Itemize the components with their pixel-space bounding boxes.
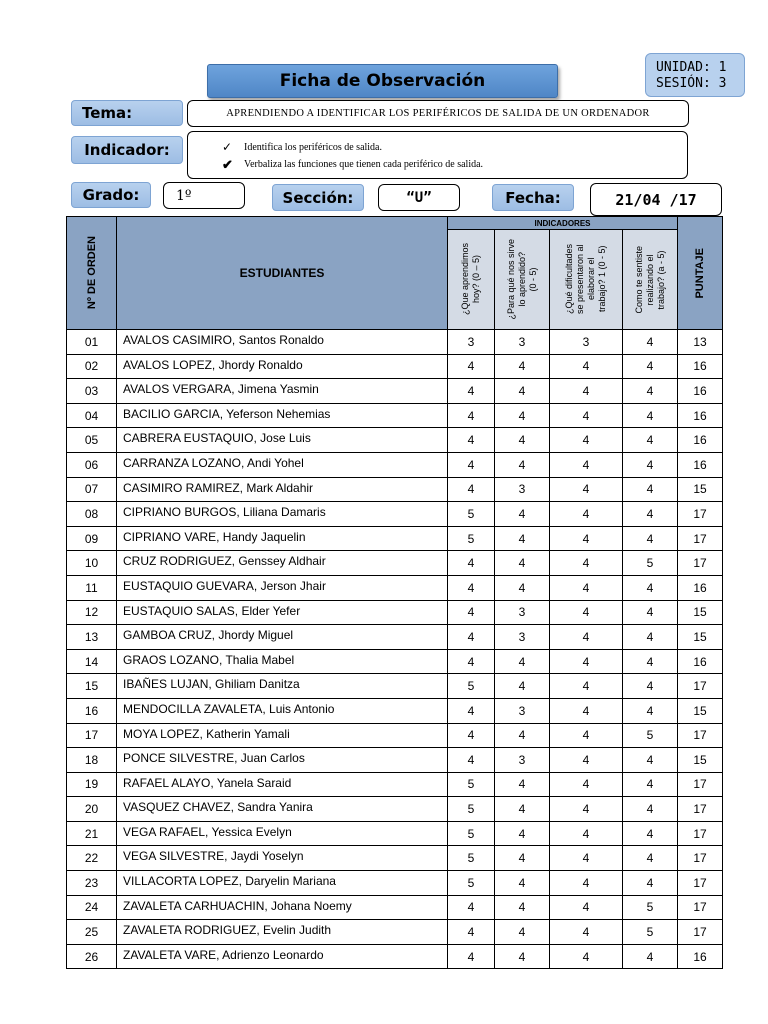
total-score: 15 — [678, 748, 723, 773]
student-name: RAFAEL ALAYO, Yanela Saraid — [117, 772, 448, 797]
indicator-score: 5 — [448, 821, 495, 846]
table-row — [67, 477, 723, 502]
order-number: 17 — [67, 723, 117, 748]
seccion-value: “U” — [378, 184, 460, 211]
indicator-score: 4 — [550, 748, 623, 773]
indicator-score: 4 — [550, 772, 623, 797]
indicator-score: 4 — [550, 379, 623, 404]
indicator-score: 5 — [448, 526, 495, 551]
indicator-score: 4 — [448, 452, 495, 477]
order-number: 02 — [67, 354, 117, 379]
col-puntaje-header: PUNTAJE — [678, 217, 723, 330]
indicator-score: 4 — [623, 526, 678, 551]
indicator-score: 3 — [495, 748, 550, 773]
table-row — [67, 674, 723, 699]
total-score: 17 — [678, 797, 723, 822]
student-name: PONCE SILVESTRE, Juan Carlos — [117, 748, 448, 773]
order-number: 20 — [67, 797, 117, 822]
sesion-text: SESIÓN: 3 — [656, 76, 727, 91]
table-row — [67, 723, 723, 748]
indicator-score: 4 — [448, 551, 495, 576]
order-number: 21 — [67, 821, 117, 846]
indicator-score: 4 — [550, 920, 623, 945]
indicator-score: 4 — [623, 698, 678, 723]
indicator-score: 4 — [550, 821, 623, 846]
indicator-score: 4 — [495, 502, 550, 527]
student-name: VASQUEZ CHAVEZ, Sandra Yanira — [117, 797, 448, 822]
indicator-score: 4 — [495, 920, 550, 945]
student-name: VEGA SILVESTRE, Jaydi Yoselyn — [117, 846, 448, 871]
order-number: 03 — [67, 379, 117, 404]
indicator-score: 4 — [495, 944, 550, 969]
total-score: 17 — [678, 895, 723, 920]
table-header-row — [67, 217, 723, 230]
indicator-score: 4 — [550, 846, 623, 871]
indicador-item: ✔ Verbaliza las funciones que tienen cada periférico de salida. — [222, 156, 484, 172]
indicator-score: 4 — [448, 920, 495, 945]
table-row — [67, 600, 723, 625]
indicator-score: 4 — [550, 452, 623, 477]
indicator-score: 3 — [495, 477, 550, 502]
table-row — [67, 354, 723, 379]
student-name: CIPRIANO VARE, Handy Jaquelin — [117, 526, 448, 551]
indicator-score: 4 — [550, 797, 623, 822]
indicator-score: 5 — [623, 723, 678, 748]
indicator-score: 4 — [448, 698, 495, 723]
indicator-score: 4 — [623, 625, 678, 650]
indicator-score: 4 — [623, 674, 678, 699]
total-score: 17 — [678, 723, 723, 748]
indicator-score: 4 — [550, 625, 623, 650]
indicator-score: 4 — [495, 871, 550, 896]
student-name: CRUZ RODRIGUEZ, Genssey Aldhair — [117, 551, 448, 576]
total-score: 16 — [678, 403, 723, 428]
indicator-score: 5 — [448, 797, 495, 822]
table-row — [67, 772, 723, 797]
indicator-score: 4 — [495, 551, 550, 576]
indicator-score: 4 — [550, 403, 623, 428]
order-number: 12 — [67, 600, 117, 625]
student-name: ZAVALETA CARHUACHIN, Johana Noemy — [117, 895, 448, 920]
student-name: GAMBOA CRUZ, Jhordy Miguel — [117, 625, 448, 650]
check-icon: ✔ — [222, 156, 233, 172]
student-name: MOYA LOPEZ, Katherin Yamali — [117, 723, 448, 748]
indicator-score: 4 — [495, 379, 550, 404]
col-orden-header: Nº DE ORDEN — [67, 217, 117, 330]
student-name: GRAOS LOZANO, Thalia Mabel — [117, 649, 448, 674]
indicator-header: ¿Qué dificultades se presentaron al elaborar el trabajo? 1 (0 - 5) — [550, 230, 623, 330]
indicator-score: 4 — [495, 723, 550, 748]
order-number: 22 — [67, 846, 117, 871]
table-row — [67, 944, 723, 969]
indicator-score: 4 — [495, 428, 550, 453]
student-name: VILLACORTA LOPEZ, Daryelin Mariana — [117, 871, 448, 896]
table-row — [67, 403, 723, 428]
indicator-score: 3 — [448, 330, 495, 355]
table-row — [67, 330, 723, 355]
indicator-score: 4 — [550, 723, 623, 748]
total-score: 15 — [678, 698, 723, 723]
indicator-score: 4 — [623, 944, 678, 969]
total-score: 13 — [678, 330, 723, 355]
table-row — [67, 797, 723, 822]
indicator-score: 4 — [623, 797, 678, 822]
total-score: 17 — [678, 551, 723, 576]
total-score: 17 — [678, 920, 723, 945]
total-score: 16 — [678, 379, 723, 404]
indicator-score: 4 — [623, 649, 678, 674]
indicator-header: ¿Para qué nos sirve lo aprendido? (0 - 5) — [495, 230, 550, 330]
indicator-score: 4 — [448, 944, 495, 969]
indicator-score: 4 — [495, 797, 550, 822]
table-row — [67, 698, 723, 723]
student-name: EUSTAQUIO GUEVARA, Jerson Jhair — [117, 575, 448, 600]
indicator-score: 4 — [623, 575, 678, 600]
tema-value: APRENDIENDO A IDENTIFICAR LOS PERIFÉRICOS DE SALIDA DE UN ORDENADOR — [187, 100, 689, 127]
indicator-score: 4 — [550, 698, 623, 723]
table-row — [67, 428, 723, 453]
table-row — [67, 748, 723, 773]
total-score: 17 — [678, 821, 723, 846]
total-score: 16 — [678, 354, 723, 379]
order-number: 13 — [67, 625, 117, 650]
indicator-score: 4 — [623, 846, 678, 871]
col-estudiantes-header: ESTUDIANTES — [117, 217, 448, 330]
student-name: MENDOCILLA ZAVALETA, Luis Antonio — [117, 698, 448, 723]
indicator-score: 4 — [623, 600, 678, 625]
indicator-score: 4 — [550, 871, 623, 896]
order-number: 24 — [67, 895, 117, 920]
col-indicadores-header: INDICADORES — [448, 217, 678, 230]
indicator-score: 4 — [623, 428, 678, 453]
student-name: BACILIO GARCIA, Yeferson Nehemias — [117, 403, 448, 428]
indicator-score: 4 — [448, 354, 495, 379]
indicator-score: 4 — [448, 428, 495, 453]
indicator-score: 4 — [623, 452, 678, 477]
student-name: AVALOS VERGARA, Jimena Yasmin — [117, 379, 448, 404]
indicator-score: 4 — [448, 895, 495, 920]
tema-label: Tema: — [71, 100, 183, 126]
indicator-score: 3 — [495, 600, 550, 625]
indicator-score: 5 — [448, 674, 495, 699]
indicator-score: 5 — [623, 895, 678, 920]
indicator-score: 4 — [495, 772, 550, 797]
indicator-score: 4 — [550, 944, 623, 969]
order-number: 15 — [67, 674, 117, 699]
student-name: VEGA RAFAEL, Yessica Evelyn — [117, 821, 448, 846]
indicator-score: 4 — [495, 821, 550, 846]
student-name: CASIMIRO RAMIREZ, Mark Aldahir — [117, 477, 448, 502]
table-row — [67, 575, 723, 600]
seccion-label: Sección: — [272, 184, 364, 211]
indicator-score: 4 — [550, 526, 623, 551]
student-name: CARRANZA LOZANO, Andi Yohel — [117, 452, 448, 477]
indicator-score: 4 — [495, 354, 550, 379]
indicator-score: 4 — [550, 502, 623, 527]
indicator-score: 5 — [448, 502, 495, 527]
total-score: 16 — [678, 452, 723, 477]
grado-value: 1º — [163, 182, 245, 209]
student-name: CABRERA EUSTAQUIO, Jose Luis — [117, 428, 448, 453]
order-number: 25 — [67, 920, 117, 945]
order-number: 09 — [67, 526, 117, 551]
total-score: 17 — [678, 871, 723, 896]
indicator-score: 4 — [495, 575, 550, 600]
unidad-text: UNIDAD: 1 — [656, 60, 727, 75]
indicator-score: 4 — [623, 403, 678, 428]
check-icon: ✓ — [222, 140, 233, 154]
total-score: 17 — [678, 526, 723, 551]
indicator-score: 5 — [623, 920, 678, 945]
total-score: 16 — [678, 944, 723, 969]
indicator-score: 4 — [495, 526, 550, 551]
table-row — [67, 649, 723, 674]
fecha-value: 21/04 /17 — [590, 183, 722, 216]
indicator-score: 3 — [550, 330, 623, 355]
student-name: AVALOS LOPEZ, Jhordy Ronaldo — [117, 354, 448, 379]
indicator-score: 4 — [495, 649, 550, 674]
total-score: 16 — [678, 428, 723, 453]
order-number: 05 — [67, 428, 117, 453]
table-row — [67, 920, 723, 945]
indicator-score: 4 — [623, 821, 678, 846]
indicator-score: 4 — [623, 330, 678, 355]
total-score: 17 — [678, 674, 723, 699]
indicator-score: 4 — [495, 846, 550, 871]
indicator-score: 4 — [448, 748, 495, 773]
indicator-score: 4 — [448, 477, 495, 502]
indicator-score: 4 — [448, 625, 495, 650]
indicator-score: 4 — [623, 354, 678, 379]
indicator-header: Como te sentiste realizando el trabajo? (a - 5) — [623, 230, 678, 330]
indicator-score: 4 — [495, 403, 550, 428]
order-number: 08 — [67, 502, 117, 527]
unit-session-box — [645, 53, 745, 97]
indicator-score: 4 — [623, 502, 678, 527]
indicator-score: 4 — [623, 871, 678, 896]
order-number: 18 — [67, 748, 117, 773]
indicator-score: 5 — [448, 871, 495, 896]
indicator-score: 4 — [550, 354, 623, 379]
order-number: 01 — [67, 330, 117, 355]
indicator-score: 4 — [623, 477, 678, 502]
table-row — [67, 821, 723, 846]
indicator-score: 4 — [448, 600, 495, 625]
total-score: 15 — [678, 600, 723, 625]
indicator-score: 4 — [550, 551, 623, 576]
indicator-score: 4 — [448, 379, 495, 404]
table-row — [67, 625, 723, 650]
indicator-score: 4 — [448, 649, 495, 674]
order-number: 14 — [67, 649, 117, 674]
student-name: EUSTAQUIO SALAS, Elder Yefer — [117, 600, 448, 625]
student-name: ZAVALETA VARE, Adrienzo Leonardo — [117, 944, 448, 969]
table-row — [67, 502, 723, 527]
table-row — [67, 871, 723, 896]
student-name: AVALOS CASIMIRO, Santos Ronaldo — [117, 330, 448, 355]
student-name: ZAVALETA RODRIGUEZ, Evelin Judith — [117, 920, 448, 945]
indicator-score: 4 — [550, 477, 623, 502]
total-score: 16 — [678, 649, 723, 674]
total-score: 17 — [678, 846, 723, 871]
total-score: 17 — [678, 502, 723, 527]
order-number: 10 — [67, 551, 117, 576]
grado-label: Grado: — [71, 182, 151, 208]
student-name: CIPRIANO BURGOS, Liliana Damaris — [117, 502, 448, 527]
student-name: IBAÑES LUJAN, Ghiliam Danitza — [117, 674, 448, 699]
indicator-score: 4 — [623, 748, 678, 773]
order-number: 26 — [67, 944, 117, 969]
indicator-score: 4 — [495, 895, 550, 920]
fecha-label: Fecha: — [492, 184, 574, 211]
order-number: 11 — [67, 575, 117, 600]
indicator-score: 3 — [495, 330, 550, 355]
indicator-score: 4 — [550, 649, 623, 674]
indicador-label: Indicador: — [71, 136, 183, 164]
indicator-score: 4 — [623, 379, 678, 404]
indicator-score: 4 — [550, 600, 623, 625]
indicator-score: 3 — [495, 698, 550, 723]
total-score: 16 — [678, 575, 723, 600]
page-title: Ficha de Observación — [207, 64, 558, 98]
order-number: 04 — [67, 403, 117, 428]
indicator-score: 4 — [495, 674, 550, 699]
total-score: 17 — [678, 772, 723, 797]
table-row — [67, 846, 723, 871]
indicator-header: ¿Que aprendimos hoy? (0 – 5) — [448, 230, 495, 330]
indicador-box — [187, 131, 688, 179]
indicator-score: 5 — [623, 551, 678, 576]
total-score: 15 — [678, 477, 723, 502]
indicador-item: ✓ Identifica los periféricos de salida. — [222, 140, 382, 154]
indicator-score: 4 — [550, 895, 623, 920]
indicator-score: 4 — [448, 723, 495, 748]
indicator-score: 3 — [495, 625, 550, 650]
table-row — [67, 379, 723, 404]
table-row — [67, 526, 723, 551]
indicator-score: 4 — [623, 772, 678, 797]
indicator-score: 5 — [448, 846, 495, 871]
indicator-score: 4 — [550, 428, 623, 453]
order-number: 19 — [67, 772, 117, 797]
order-number: 06 — [67, 452, 117, 477]
indicator-score: 4 — [448, 575, 495, 600]
order-number: 16 — [67, 698, 117, 723]
indicator-score: 4 — [495, 452, 550, 477]
table-row — [67, 895, 723, 920]
order-number: 07 — [67, 477, 117, 502]
indicator-score: 4 — [448, 403, 495, 428]
indicator-score: 4 — [550, 674, 623, 699]
table-row — [67, 551, 723, 576]
indicator-score: 5 — [448, 772, 495, 797]
indicator-score: 4 — [550, 575, 623, 600]
observation-table — [66, 216, 723, 969]
table-row — [67, 452, 723, 477]
order-number: 23 — [67, 871, 117, 896]
total-score: 15 — [678, 625, 723, 650]
